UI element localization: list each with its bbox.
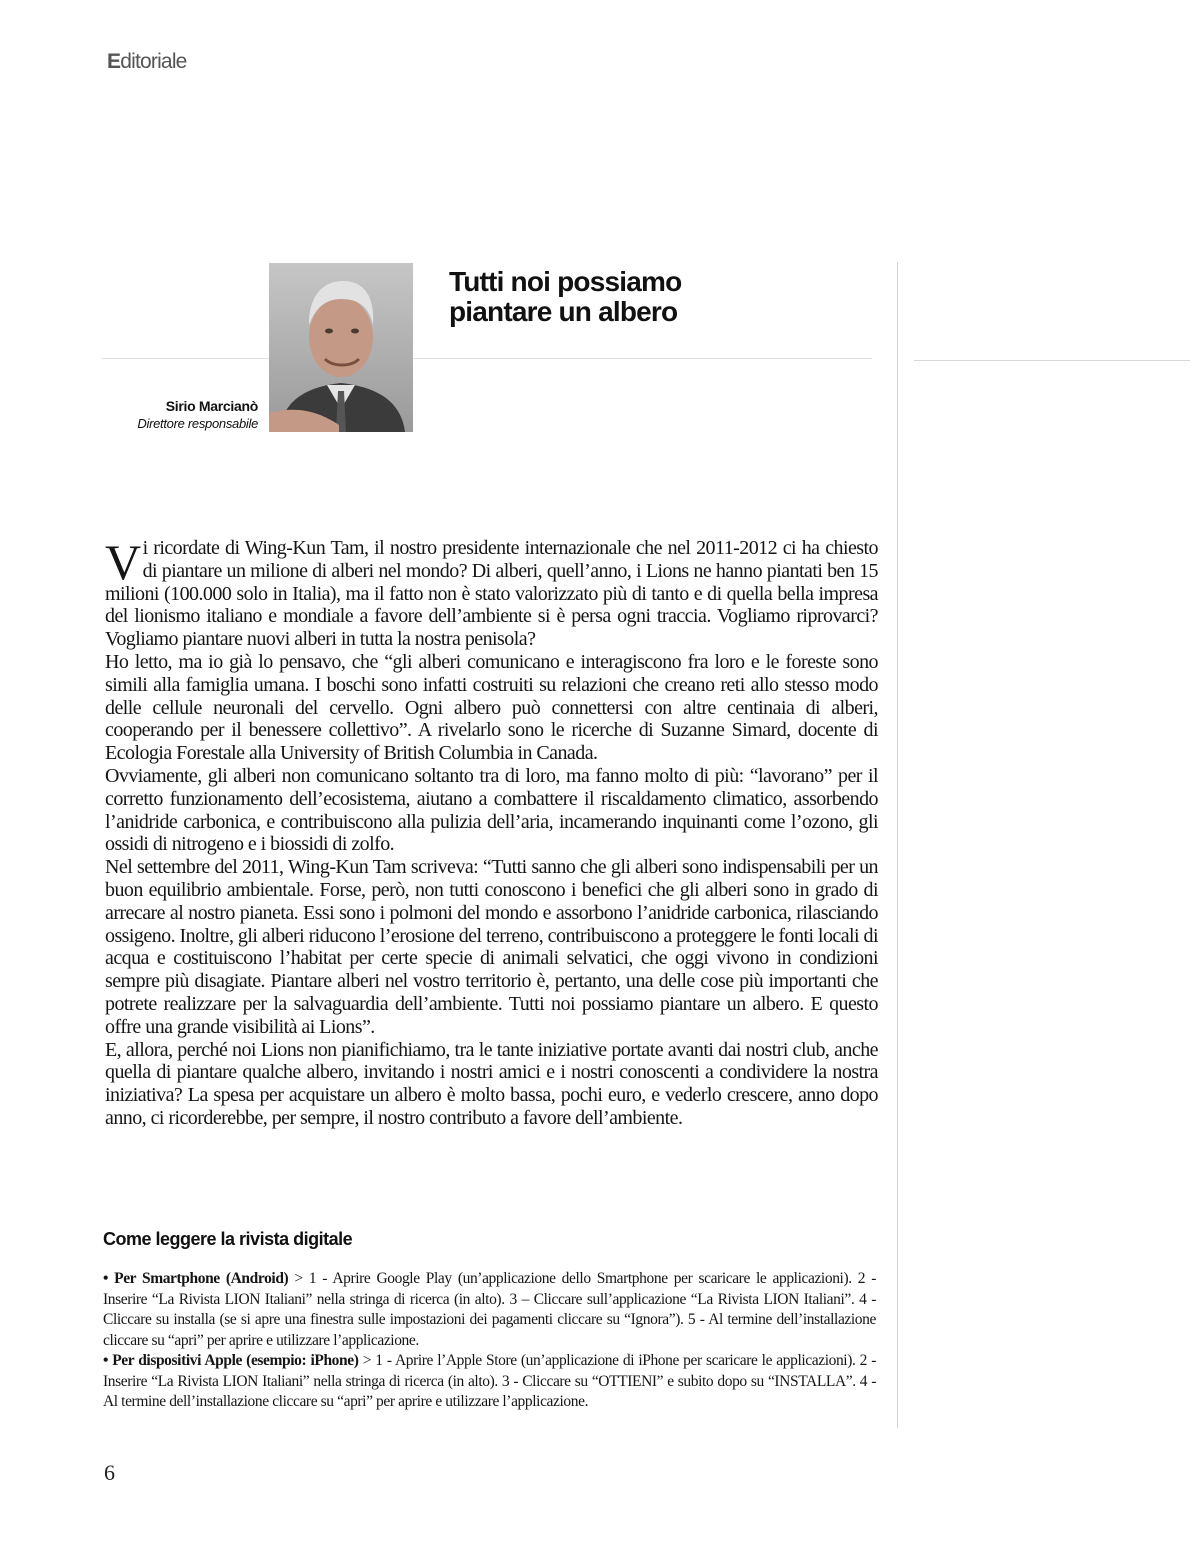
article-title-line-1: Tutti noi possiamo — [449, 266, 682, 297]
article-paragraph: Ho letto, ma io già lo pensavo, che “gli alberi comunicano e interagiscono fra loro e le foreste sono simili alla famiglia umana. I boschi sono infatti costruiti su relazioni che creano reti allo stesso modo delle cellule neuronali del cervello. Ogni albero può connettersi con altre centinaia di alberi, cooperando per il benessere collettivo”. A rivelarlo sono le ricerche di Suzanne Simard, docente di Ecologia Forestale alla University of British Columbia in Canada. — [105, 650, 878, 765]
section-label-rest: ditoriale — [120, 50, 187, 73]
article-paragraph — [105, 534, 878, 651]
article-paragraph: Nel settembre del 2011, Wing-Kun Tam scriveva: “Tutti sanno che gli alberi sono indispensabili per un buon equilibrio ambientale. Forse, però, non tutti conoscono i benefici che gli alberi sono in grado di arrecare al nostro pianeta. Essi sono i polmoni del mondo e assorbono l’anidride carbonica, rilasciando ossigeno. Inoltre, gli alberi riducono l’erosione del terreno, contribuiscono a proteggere le fonti locali di acqua e costituiscono l’habitat per certe specie di animali selvatici, che oggi vivono in condizioni sempre più disagiate. Piantare alberi nel vostro territorio è, pertanto, una delle cose più importanti che potrete realizzare per la salvaguardia dell’ambiente. Tutti noi possiamo piantare un albero. E questo offre una grande visibilità ai Lions”. — [105, 856, 878, 1038]
digital-box-body — [103, 1269, 876, 1413]
section-label — [107, 50, 187, 74]
author-photo — [269, 263, 413, 432]
author-portrait-illustration — [269, 263, 413, 432]
instruction-text: > 1 - Aprire Google Play (un’applicazione dello Smartphone per scaricare le applicazioni). 2 - Inserire “La Rivista LION Italiani” nella stringa di ricerca (in alto). 3 – Cliccare sull’applicazione “La Rivista LION Italiani”. 4 - Cliccare su installa (se si apre una finestra sulle impostazioni dei pagamenti cliccare su “Ignora”). 5 - Al termine dell’installazione cliccare su “apri” per aprire e utilizzare l’applicazione. — [103, 1270, 876, 1349]
article-title — [449, 267, 869, 327]
column-divider — [897, 262, 898, 1428]
instruction-label: • Per dispositivi Apple (esempio: iPhone) — [103, 1352, 359, 1369]
author-role: Direttore responsabile — [137, 416, 258, 431]
article-title-line-2: piantare un albero — [449, 296, 678, 327]
header-divider-left — [102, 358, 872, 359]
instruction-label: • Per Smartphone (Android) — [103, 1270, 289, 1287]
digital-box-title: Come leggere la rivista digitale — [103, 1229, 353, 1249]
header-divider-right — [914, 360, 1190, 361]
author-name: Sirio Marcianò — [165, 398, 258, 414]
article-paragraph: E, allora, perché noi Lions non pianifichiamo, tra le tante iniziative portate avanti dai nostri club, anche quella di piantare qualche albero, invitando i nostri amici e i nostri conoscenti a condividere la nostra iniziativa? La spesa per acquistare un albero è molto bassa, pochi euro, e vederlo crescere, anno dopo anno, ci ricorderebbe, per sempre, il nostro contributo a favore dell’ambiente. — [105, 1038, 878, 1129]
article-body — [105, 534, 878, 1130]
article-paragraph: Ovviamente, gli alberi non comunicano soltanto tra di loro, ma fanno molto di più: “lavorano” per il corretto funzionamento dell’ecosistema, aiutano a combattere il riscaldamento climatico, assorbendo l’anidride carbonica, e contribuiscono alla pulizia dell’aria, incamerando inquinanti come l’ozono, gli ossidi di nitrogeno e i biossidi di zolfo. — [105, 764, 878, 856]
drop-cap: V — [105, 534, 141, 590]
instruction-item-apple — [103, 1351, 876, 1413]
page-number: 6 — [104, 1460, 115, 1485]
instruction-text: > 1 - Aprire l’Apple Store (un’applicazione di iPhone per scaricare le applicazioni). 2 - Inserire “La Rivista LION Italiani” nella stringa di ricerca (in alto). 3 - Cliccare su “OTTIENI” e subito dopo su “INSTALLA”. 4 - Al termine dell’installazione cliccare su “apri” per aprire e utilizzare l’applicazione. — [103, 1352, 876, 1410]
paragraph-text: i ricordate di Wing-Kun Tam, il nostro presidente internazionale che nel 2011-2012 ci ha chiesto di piantare un milione di alberi nel mondo? Di alberi, quell’anno, i Lions ne hanno piantati ben 15 milioni (100.000 solo in Italia), ma il fatto non è stato valorizzato più di tanto e di quella bella impresa del lionismo italiano e mondiale a favore dell’ambiente si è persa ogni traccia. Vogliamo riprovarci? Vogliamo piantare nuovi alberi in tutta la nostra penisola? — [105, 537, 878, 651]
author-byline — [137, 398, 258, 431]
section-label-cap: E — [107, 50, 121, 73]
instruction-item-android — [103, 1269, 876, 1351]
